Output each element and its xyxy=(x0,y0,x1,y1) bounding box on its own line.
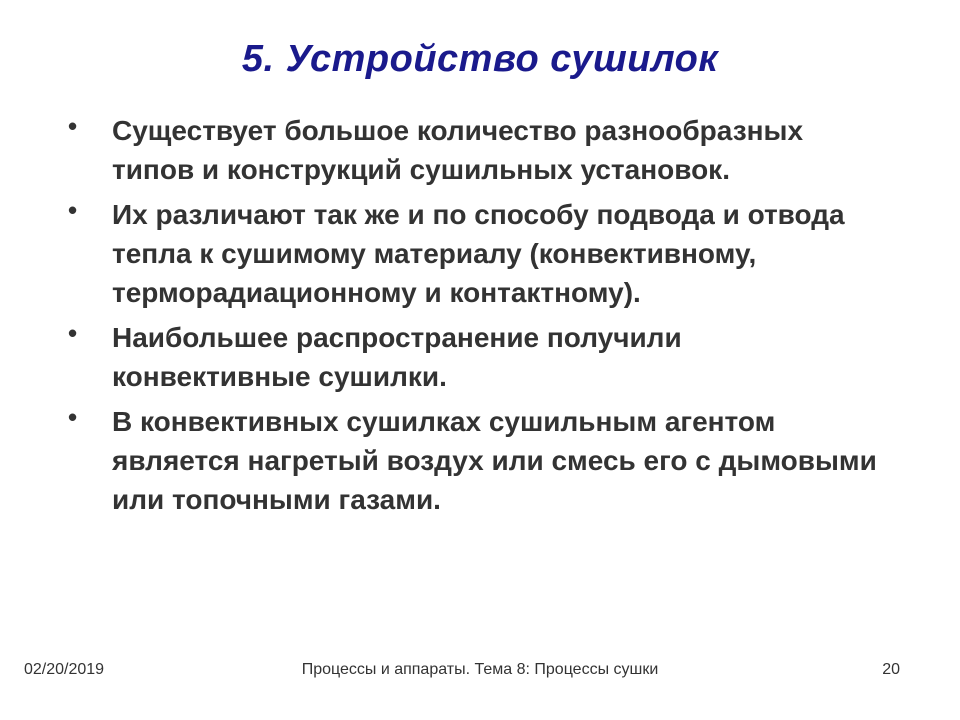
bullet-text: Их различают так же и по способу подвода и отвода тепла к сушимому материалу (конвективному, терморадиационному и контактному). xyxy=(112,199,845,308)
page-number: 20 xyxy=(882,661,900,678)
bullet-text: Наибольшее распространение получили конвективные сушилки. xyxy=(112,322,682,392)
bullet-item-4 xyxy=(68,402,888,519)
bullet-marker: • xyxy=(68,111,78,141)
bullet-list xyxy=(68,111,888,525)
bullet-marker: • xyxy=(68,402,78,432)
bullet-marker: • xyxy=(68,318,78,348)
slide-title: 5. Устройство сушилок xyxy=(241,38,719,80)
bullet-text: В конвективных сушилках сушильным агентом является нагретый воздух или смесь его с дымовыми или топочными газами. xyxy=(112,406,877,515)
bullet-item-3 xyxy=(68,318,888,396)
footer-title: Процессы и аппараты. Тема 8: Процессы сушки xyxy=(301,661,659,678)
bullet-item-1 xyxy=(68,111,888,189)
bullet-marker: • xyxy=(68,195,78,225)
footer-date: 02/20/2019 xyxy=(24,661,105,678)
bullet-text: Существует большое количество разнообразных типов и конструкций сушильных установок. xyxy=(112,115,804,185)
bullet-item-2 xyxy=(68,195,888,312)
